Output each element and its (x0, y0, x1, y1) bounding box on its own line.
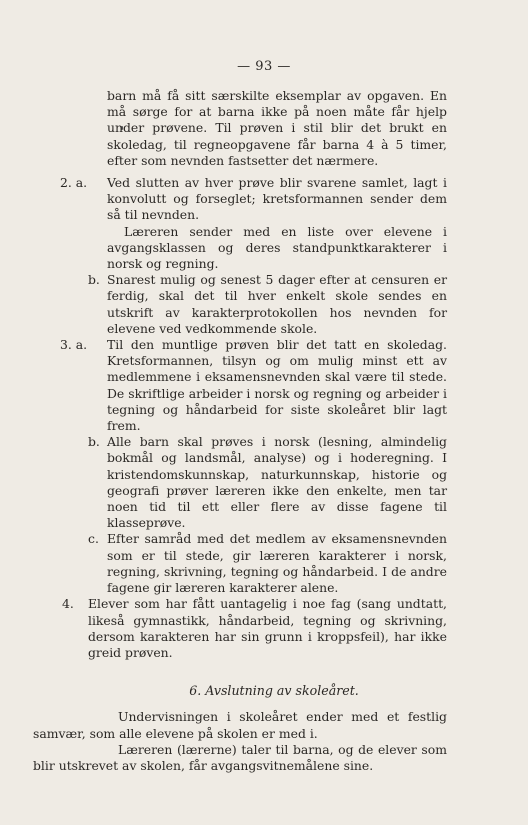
paragraph-text: Undervisningen i skoleåret ender med et festlig samvær, som alle elevene på skolen er med i. (33, 709, 447, 741)
item-text: Til den muntlige prøven blir det tatt en skoledag. Kretsformannen, tilsyn og om mulig minst ett av medlemmene i eksamensnevnden skal være til stede. De skriftlige arbeider i norsk og regning og arbeider i tegning og håndarbeid for siste skoleåret blir lagt frem. (107, 337, 447, 434)
list-item-2a-cont (0, 224, 528, 273)
item-text: Efter samråd med det medlem av eksamensnevnden som er til stede, gir læreren karakterer i norsk, regning, skrivning, tegning og håndarbeid. I de andre fagene gir læreren karakterer alene. (107, 531, 447, 596)
item-label: b. (88, 434, 100, 450)
item-label: 2. a. (60, 175, 88, 191)
item-text: Læreren sender med en liste over elevene i avgangsklassen og deres standpunktkarakterer i norsk og regning. (107, 223, 447, 272)
paragraph (0, 709, 528, 741)
list-item-continuation (0, 88, 528, 169)
item-label: 4. (62, 596, 74, 612)
list-item-4 (0, 596, 528, 661)
paragraph (0, 742, 528, 774)
item-text: Snarest mulig og senest 5 dager efter at censuren er ferdig, skal det til hver enkelt skole sendes en utskrift av karakterprotokollen hos nevnden for elevene ved vedkommende skole. (107, 272, 447, 336)
item-label: b. (88, 272, 100, 288)
item-text: Ved slutten av hver prøve blir svarene samlet, lagt i konvolutt og forseglet; kretsformannen sender dem så til nevnden. (107, 175, 447, 223)
item-text: barn må få sitt særskilte eksemplar av opgaven. En må sørge for at barna ikke på noen måte får hjelp under prøvene. Til prøven i stil blir det brukt en skoledag, til regneopgavene får barna 4 à 5 timer, efter som nevnden fastsetter det nærmere. (107, 88, 447, 168)
list-item-3c (0, 531, 528, 596)
item-label: 3. a. (60, 337, 88, 353)
section-title: 6. Avslutning av skoleåret. (189, 683, 359, 699)
page-body (0, 88, 528, 774)
list-item-3a (0, 337, 528, 434)
item-text: Elever som har fått uantagelig i noe fag (sang undtatt, likeså gymnastikk, håndarbeid, tegning og skrivning, dersom karakteren har sin grunn i kroppsfeil), har ikke greid prøven. (88, 596, 447, 660)
item-text: Alle barn skal prøves i norsk (lesning, almindelig bokmål og landsmål, analyse) og i hoderegning. I kristendomskunnskap, naturkunnskap, historie og geografi prøver læreren ikke den enkelte, men tar noen tid til ett eller flere av disse fagene til klasseprøve. (107, 434, 447, 531)
list-item-3b (0, 434, 528, 531)
list-item-2b (0, 272, 528, 337)
paragraph-text: Læreren (lærerne) taler til barna, og de elever som blir utskrevet av skolen, får avgangsvitnemålene sine. (33, 741, 447, 773)
item-label: c. (88, 531, 99, 547)
page-number: — 93 — (237, 59, 291, 74)
list-item-2a (0, 175, 528, 224)
